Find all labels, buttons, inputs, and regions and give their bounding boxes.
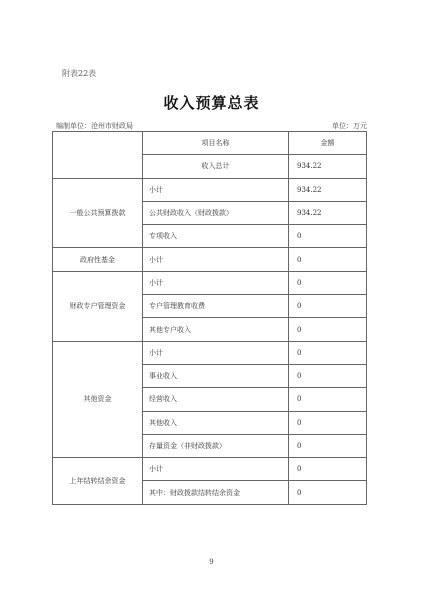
item-cell: 小计: [143, 341, 289, 364]
header-item-name: 项目名称: [143, 132, 289, 155]
page-number: 9: [209, 558, 214, 566]
item-cell: 存量资金（非财政拨款）: [143, 434, 289, 457]
category-cell: 其他资金: [53, 341, 143, 457]
category-cell: 政府性基金: [53, 248, 143, 271]
amount-cell: 0: [289, 388, 367, 411]
table-row: [53, 248, 367, 271]
item-cell: 事业收入: [143, 364, 289, 387]
item-cell: 公共财政收入（财政拨款）: [143, 201, 289, 224]
page-note: 附表22表: [62, 69, 97, 78]
table-header-row: [53, 132, 367, 155]
revenue-budget-table: [52, 131, 367, 505]
header-blank-cell: [53, 132, 143, 179]
amount-cell: 934.22: [289, 178, 367, 201]
table-row: [53, 341, 367, 364]
item-cell: 小计: [143, 248, 289, 271]
item-cell: 专户管理教育收费: [143, 295, 289, 318]
amount-cell: 0: [289, 411, 367, 434]
item-cell: 其中：财政拨款结转结余资金: [143, 481, 289, 504]
item-cell: 小计: [143, 458, 289, 481]
unit-label: 单位：万元: [332, 122, 367, 130]
amount-cell: 0: [289, 225, 367, 248]
category-cell: 上年结转结余资金: [53, 458, 143, 505]
amount-cell: 0: [289, 295, 367, 318]
item-cell: 小计: [143, 178, 289, 201]
table-row: [53, 271, 367, 294]
header-amount: 金额: [289, 132, 367, 155]
category-cell: 财政专户管理资金: [53, 271, 143, 341]
item-cell: 经营收入: [143, 388, 289, 411]
item-cell: 小计: [143, 271, 289, 294]
amount-cell: 0: [289, 318, 367, 341]
table-row: [53, 178, 367, 201]
amount-cell: 934.22: [289, 201, 367, 224]
total-label: 收入总计: [143, 155, 289, 178]
amount-cell: 0: [289, 341, 367, 364]
amount-cell: 0: [289, 458, 367, 481]
total-amount: 934.22: [289, 155, 367, 178]
amount-cell: 0: [289, 434, 367, 457]
table-row: [53, 458, 367, 481]
amount-cell: 0: [289, 364, 367, 387]
category-cell: 一般公共预算拨款: [53, 178, 143, 248]
page-title: 收入预算总表: [163, 94, 260, 112]
amount-cell: 0: [289, 248, 367, 271]
item-cell: 其他收入: [143, 411, 289, 434]
item-cell: 专项收入: [143, 225, 289, 248]
item-cell: 其他专户收入: [143, 318, 289, 341]
amount-cell: 0: [289, 271, 367, 294]
amount-cell: 0: [289, 481, 367, 504]
compiling-unit: 编制单位：沧州市财政局: [56, 122, 133, 130]
